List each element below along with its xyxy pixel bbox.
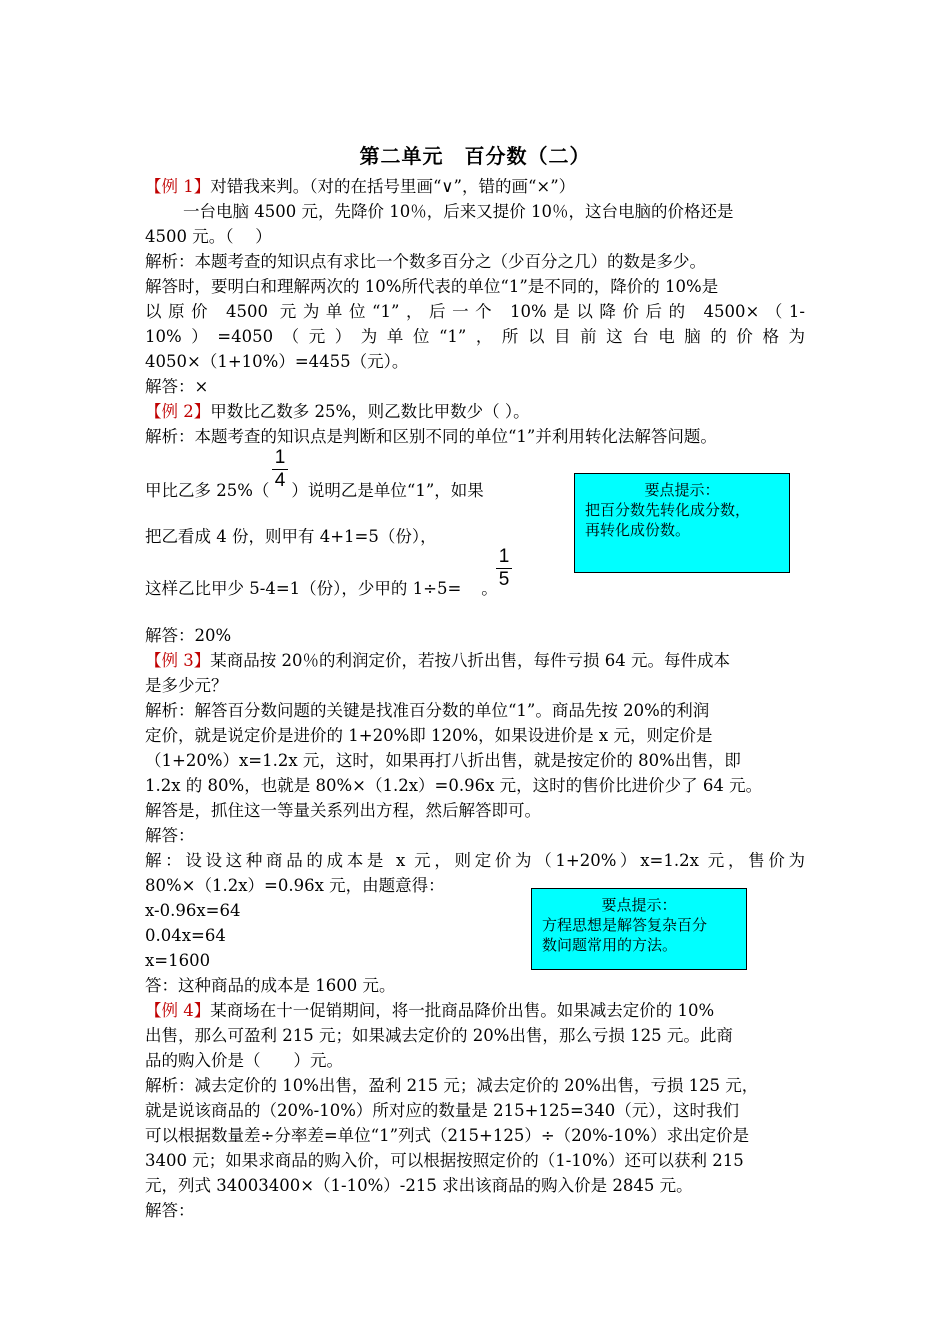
example-4-analysis-line-3: 可以根据数量差÷分率差=单位“1”列式（215+125）÷（20%-10%）求出定价是 bbox=[145, 1126, 750, 1145]
example-1-analysis-line-5: 4050×（1+10%）=4455（元）。 bbox=[145, 352, 409, 371]
example-3-solution-line-2: 80%×（1.2x）=0.96x 元，由题意得： bbox=[145, 876, 445, 895]
example-3-solution-line-5: x=1600 bbox=[145, 951, 211, 970]
example-1-analysis-line-4: 10%）=4050（元）为单位“1”，所以目前这台电脑的价格为 bbox=[145, 327, 805, 346]
example-2-question: 【例 2】甲数比乙数多 25%，则乙数比甲数少（ ）。 bbox=[145, 402, 530, 421]
example-4-analysis-line-5: 元，列式 34003400×（1-10%）-215 求出该商品的购入价是 2845 元。 bbox=[145, 1176, 693, 1195]
example-2-analysis-line-1: 解析：本题考查的知识点是判断和区别不同的单位“1”并利用转化法解答问题。 bbox=[145, 427, 717, 446]
example-3-solution-line-6: 答：这种商品的成本是 1600 元。 bbox=[145, 976, 396, 995]
example-4-question-line-3: 品的购入价是（ ）元。 bbox=[145, 1051, 343, 1070]
example-2-tag: 【例 2】 bbox=[145, 402, 211, 421]
example-4-analysis-line-1: 解析：减去定价的 10%出售，盈利 215 元；减去定价的 20%出售，亏损 125 元， bbox=[145, 1076, 759, 1095]
example-4-answer: 解答： bbox=[145, 1201, 195, 1220]
example-2-answer: 解答：20% bbox=[145, 626, 232, 645]
example-1-text-line-2: 4500 元。（ ） bbox=[145, 227, 272, 246]
tip-box-1: 要点提示： 把百分数先转化成分数， 再转化成份数。 bbox=[574, 473, 790, 573]
example-3-question-line-2: 是多少元？ bbox=[145, 676, 228, 695]
example-1-answer: 解答：× bbox=[145, 377, 209, 396]
example-2-analysis-line-3: 把乙看成 4 份，则甲有 4+1=5（份）， bbox=[145, 527, 437, 546]
example-1-analysis-line-3: 以原价 4500 元为单位“1”，后一个 10%是以降价后的 4500×（1- bbox=[145, 302, 805, 321]
example-1-analysis-line-1: 解析：本题考查的知识点有求比一个数多百分之（少百分之几）的数是多少。 bbox=[145, 252, 706, 271]
example-3-analysis-line-5: 解答是，抓住这一等量关系列出方程，然后解答即可。 bbox=[145, 801, 541, 820]
example-1-analysis-line-2: 解答时，要明白和理解两次的 10%所代表的单位“1”是不同的，降价的 10%是 bbox=[145, 277, 719, 296]
fraction-one-fifth: 1 5 bbox=[496, 546, 512, 591]
example-3-analysis-line-1: 解析：解答百分数问题的关键是找准百分数的单位“1”。商品先按 20%的利润 bbox=[145, 701, 710, 720]
example-1-tag: 【例 1】 bbox=[145, 177, 211, 196]
example-3-analysis-line-4: 1.2x 的 80%，也就是 80%×（1.2x）=0.96x 元，这时的售价比进价少了 64 元。 bbox=[145, 776, 763, 795]
example-3-solution-line-4: 0.04x=64 bbox=[145, 926, 226, 945]
example-4-question-line-1: 【例 4】某商场在十一促销期间，将一批商品降价出售。如果减去定价的 10% bbox=[145, 1001, 715, 1020]
page-title: 第二单元 百分数（二） bbox=[359, 144, 591, 168]
example-4-question-line-2: 出售，那么可盈利 215 元；如果减去定价的 20%出售，那么亏损 125 元。此商 bbox=[145, 1026, 733, 1045]
example-3-solution-line-3: x-0.96x=64 bbox=[145, 901, 241, 920]
example-4-analysis-line-4: 3400 元；如果求商品的购入价，可以根据按照定价的（1-10%）还可以获利 215 bbox=[145, 1151, 744, 1170]
example-4-tag: 【例 4】 bbox=[145, 1001, 211, 1020]
example-3-analysis-line-3: （1+20%）x=1.2x 元，这时，如果再打八折出售，就是按定价的 80%出售，即 bbox=[145, 751, 741, 770]
example-4-analysis-line-2: 就是说该商品的（20%-10%）所对应的数量是 215+125=340（元），这时我们 bbox=[145, 1101, 740, 1120]
example-3-tag: 【例 3】 bbox=[145, 651, 211, 670]
example-2-analysis-line-4: 这样乙比甲少 5-4=1（份），少甲的 1÷5= 。 bbox=[145, 579, 498, 598]
example-3-analysis-line-2: 定价，就是说定价是进价的 1+20%即 120%，如果设进价是 x 元，则定价是 bbox=[145, 726, 713, 745]
tip-box-2: 要点提示： 方程思想是解答复杂百分 数问题常用的方法。 bbox=[531, 888, 747, 970]
example-3-solution-line-1: 解：设设这种商品的成本是 x 元，则定价为（1+20%）x=1.2x 元，售价为 bbox=[145, 851, 805, 870]
example-1-question: 【例 1】对错我来判。（对的在括号里画“∨”，错的画“×”） bbox=[145, 177, 576, 196]
example-3-answer: 解答： bbox=[145, 826, 195, 845]
fraction-one-quarter: 1 4 bbox=[272, 447, 288, 492]
example-3-question-line-1: 【例 3】某商品按 20％的利润定价，若按八折出售，每件亏损 64 元。每件成本 bbox=[145, 651, 730, 670]
example-1-text-line-1: 一台电脑 4500 元，先降价 10％，后来又提价 10％，这台电脑的价格还是 bbox=[183, 202, 734, 221]
example-2-analysis-line-2: 甲比乙多 25%（ ）说明乙是单位“1”，如果 bbox=[145, 481, 484, 500]
